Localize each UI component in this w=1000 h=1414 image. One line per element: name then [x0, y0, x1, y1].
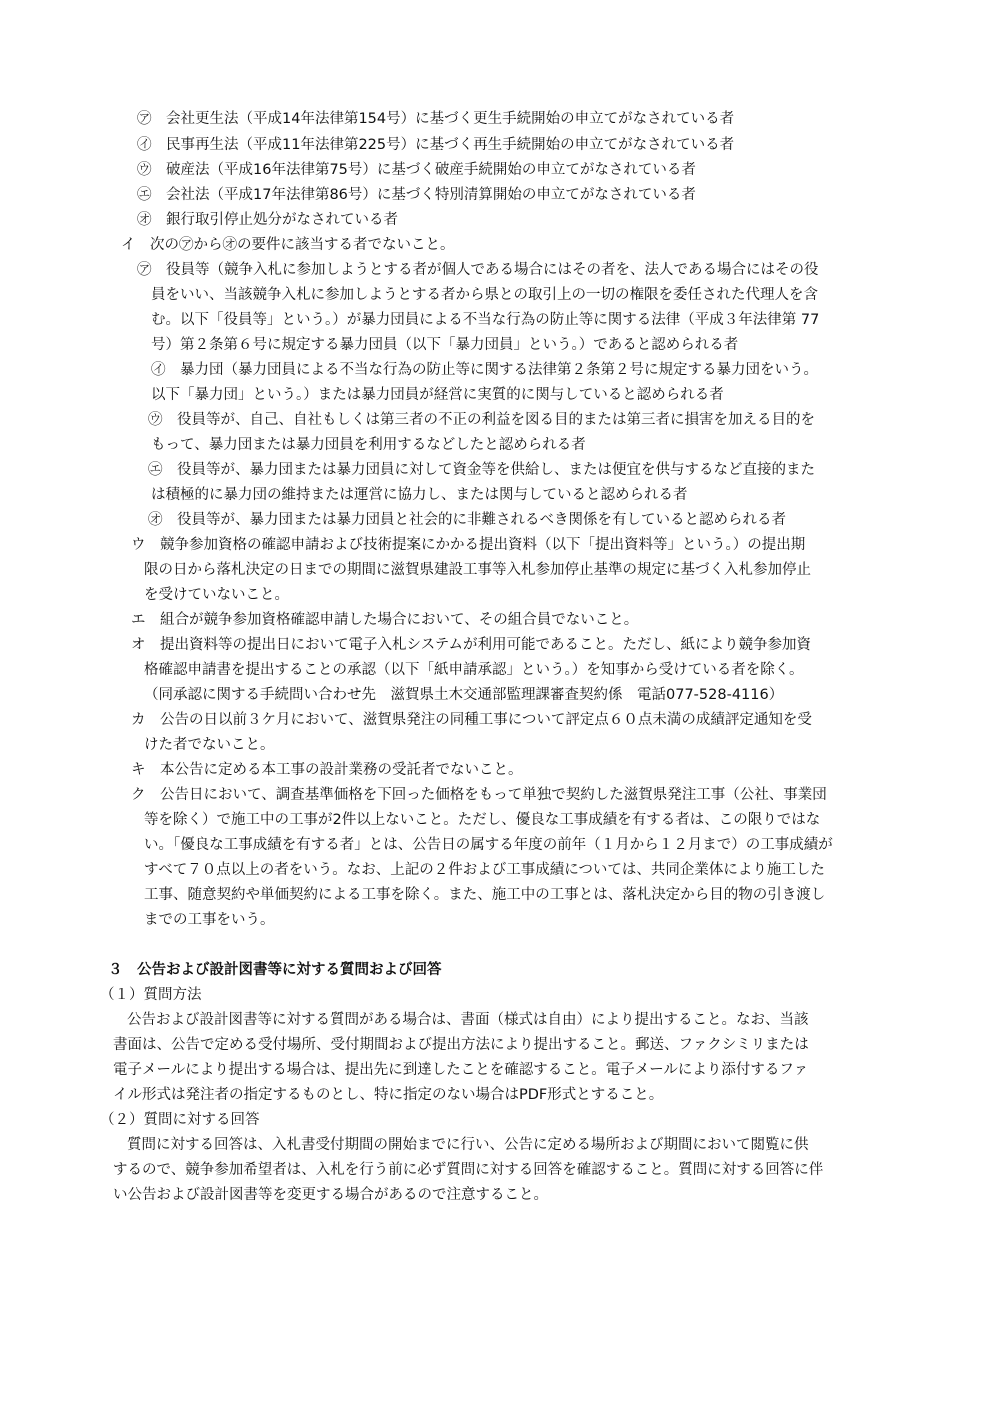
item-o-contact: （同承認に関する手続問い合わせ先 滋賀県土木交通部監理課審査契約係 電話077-528-4116）: [144, 687, 784, 703]
item-i-e: ㋓ 役員等が、暴力団または暴力団員に対して資金等を供給し、または便宜を供与するなど直接的また: [148, 462, 815, 478]
sub-item-i: ㋑ 民事再生法（平成11年法律第225号）に基づく再生手続開始の申立てがなされている者: [137, 137, 735, 153]
item-i-a-cont: 号）第２条第６号に規定する暴力団員（以下「暴力団員」という。）であると認められる者: [151, 337, 739, 353]
item-i-u-cont: もって、暴力団または暴力団員を利用するなどしたと認められる者: [151, 437, 586, 453]
subsection-1-text: イル形式は発注者の指定するものとし、特に指定のない場合はPDF形式とすること。: [113, 1087, 664, 1103]
item-u: ウ 競争参加資格の確認申請および技術提案にかかる提出資料（以下「提出資料等」という。）の提出期: [131, 537, 806, 553]
item-o-cont: 格確認申請書を提出することの承認（以下「紙申請承認」という。）を知事から受けている者を除く。: [144, 662, 804, 678]
subsection-1-text: 公告および設計図書等に対する質問がある場合は、書面（様式は自由）により提出すること。なお、当該: [127, 1012, 809, 1028]
item-ku-cont: い。「優良な工事成績を有する者」とは、公告日の属する年度の前年（１月から１２月まで）の工事成績が: [144, 837, 833, 853]
subsection-1-text: 書面は、公告で定める受付場所、受付期間および提出方法により提出すること。郵送、ファクシミリまたは: [113, 1037, 809, 1053]
item-i-a-cont: 員をいい、当該競争入札に参加しようとする者から県との取引上の一切の権限を委任された代理人を含: [151, 287, 818, 303]
item-i-a-cont: む。以下「役員等」という。）が暴力団員による不当な行為の防止等に関する法律（平成３年法律第 77: [151, 312, 820, 328]
item-i-i: ㋑ 暴力団（暴力団員による不当な行為の防止等に関する法律第２条第２号に規定する暴力団をいう。: [151, 362, 818, 378]
sub-item-a: ㋐ 会社更生法（平成14年法律第154号）に基づく更生手続開始の申立てがなされている者: [137, 111, 735, 127]
section-3-heading: ３ 公告および設計図書等に対する質問および回答: [108, 962, 442, 978]
item-i-i-cont: 以下「暴力団」という。）または暴力団員が経営に実質的に関与していると認められる者: [151, 387, 724, 403]
subsection-2-text: 質問に対する回答は、入札書受付期間の開始までに行い、公告に定める場所および期間において閲覧に供: [127, 1137, 809, 1153]
sub-item-e: ㋓ 会社法（平成17年法律第86号）に基づく特別清算開始の申立てがなされている者: [137, 187, 696, 203]
item-ku-cont: 工事、随意契約や単価契約による工事を除く。また、施工中の工事とは、落札決定から目的物の引き渡し: [144, 887, 826, 903]
item-u-cont: 限の日から落札決定の日までの期間に滋賀県建設工事等入札参加停止基準の規定に基づく入札参加停止: [144, 562, 811, 578]
item-e: エ 組合が競争参加資格確認申請した場合において、その組合員でないこと。: [131, 612, 639, 628]
item-ku-cont: すべて７０点以上の者をいう。なお、上記の２件および工事成績については、共同企業体により施工した: [144, 862, 825, 878]
subsection-1-text: 電子メールにより提出する場合は、提出先に到達したことを確認すること。電子メールにより添付するファ: [113, 1062, 809, 1078]
subsection-2-text: い公告および設計図書等を変更する場合があるので注意すること。: [113, 1187, 548, 1203]
item-u-cont: を受けていないこと。: [144, 587, 289, 603]
item-i-u: ㋒ 役員等が、自己、自社もしくは第三者の不正の利益を図る目的または第三者に損害を加える目的を: [148, 412, 815, 428]
item-ka: カ 公告の日以前３ケ月において、滋賀県発注の同種工事について評定点６０点未満の成績評定通知を受: [131, 712, 812, 728]
item-ku: ク 公告日において、調査基準価格を下回った価格をもって単独で契約した滋賀県発注工事（公社、事業団: [131, 787, 827, 803]
subsection-1-heading: （１）質問方法: [100, 987, 202, 1003]
item-i-a: ㋐ 役員等（競争入札に参加しようとする者が個人である場合にはその者を、法人である場合にはその役: [137, 262, 819, 278]
subsection-2-text: するので、競争参加希望者は、入札を行う前に必ず質問に対する回答を確認すること。質問に対する回答に伴: [113, 1162, 824, 1178]
item-ki: キ 本公告に定める本工事の設計業務の受託者でないこと。: [131, 762, 523, 778]
item-ku-cont: までの工事をいう。: [144, 912, 275, 928]
item-i-e-cont: は積極的に暴力団の維持または運営に協力し、または関与していると認められる者: [151, 487, 688, 503]
item-ka-cont: けた者でないこと。: [144, 737, 275, 753]
item-i-o: ㋔ 役員等が、暴力団または暴力団員と社会的に非難されるべき関係を有していると認められる者: [148, 512, 786, 528]
sub-item-u: ㋒ 破産法（平成16年法律第75号）に基づく破産手続開始の申立てがなされている者: [137, 162, 696, 178]
item-i: イ 次の㋐から㋔の要件に該当する者でないこと。: [121, 237, 455, 253]
item-o: オ 提出資料等の提出日において電子入札システムが利用可能であること。ただし、紙により競争参加資: [131, 637, 812, 653]
item-ku-cont: 等を除く）で施工中の工事が2件以上ないこと。ただし、優良な工事成績を有する者は、この限りではな: [144, 812, 821, 828]
sub-item-o: ㋔ 銀行取引停止処分がなされている者: [137, 212, 398, 228]
subsection-2-heading: （２）質問に対する回答: [100, 1112, 260, 1128]
